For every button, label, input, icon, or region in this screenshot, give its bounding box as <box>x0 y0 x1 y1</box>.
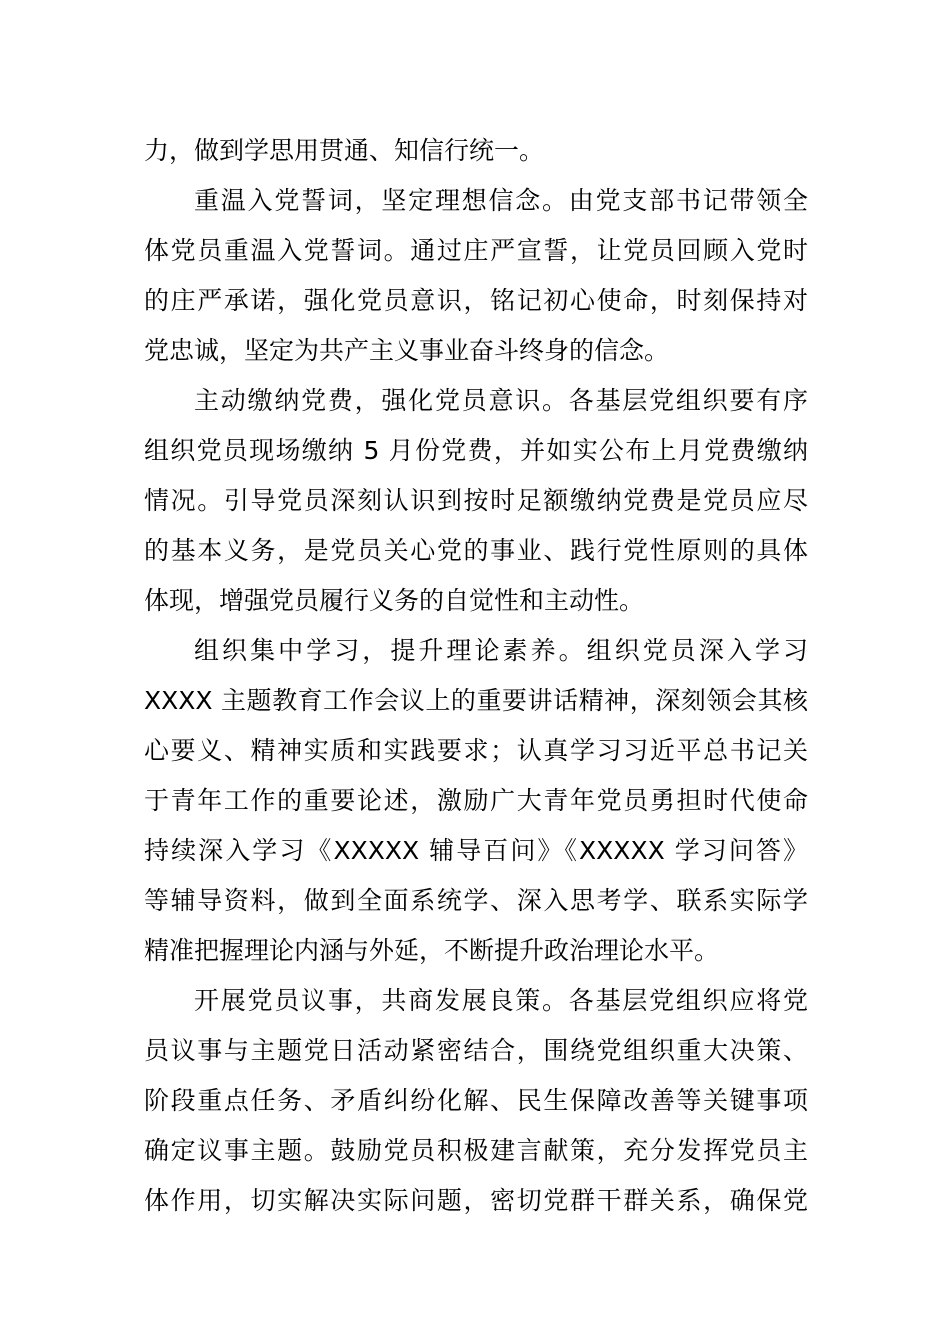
text-line: 重温入党誓词，坚定理想信念。由党支部书记带领全 <box>194 186 808 215</box>
text-line: 员议事与主题党日活动紧密结合，围绕党组织重大决策、 <box>144 1036 808 1065</box>
text-line: 的庄严承诺，强化党员意识，铭记初心使命，时刻保持对 <box>144 286 808 315</box>
body-text <box>144 126 808 1226</box>
text-line: 开展党员议事，共商发展良策。各基层党组织应将党 <box>194 986 808 1015</box>
paragraph <box>144 376 808 626</box>
text-line: 组织集中学习，提升理论素养。组织党员深入学习 <box>194 636 808 665</box>
text-line: 力，做到学思用贯通、知信行统一。 <box>144 136 545 165</box>
text-line: 持续深入学习《XXXXX 辅导百问》《XXXXX 学习问答》 <box>144 836 808 865</box>
text-line: 的基本义务，是党员关心党的事业、践行党性原则的具体 <box>144 536 808 565</box>
text-line: 精准把握理论内涵与外延，不断提升政治理论水平。 <box>144 936 720 965</box>
text-line: XXXX 主题教育工作会议上的重要讲话精神，深刻领会其核 <box>144 686 808 715</box>
text-line: 阶段重点任务、矛盾纠纷化解、民生保障改善等关键事项 <box>144 1086 808 1115</box>
paragraph <box>144 976 808 1226</box>
text-line: 党忠诚，坚定为共产主义事业奋斗终身的信念。 <box>144 336 670 365</box>
text-line: 等辅导资料，做到全面系统学、深入思考学、联系实际学 <box>144 886 808 915</box>
text-line: 主动缴纳党费，强化党员意识。各基层党组织要有序 <box>194 386 808 415</box>
text-line: 体党员重温入党誓词。通过庄严宣誓，让党员回顾入党时 <box>144 236 808 265</box>
paragraph <box>144 126 808 176</box>
text-line: 体现，增强党员履行义务的自觉性和主动性。 <box>144 586 645 615</box>
text-line: 体作用，切实解决实际问题，密切党群干群关系，确保党 <box>144 1186 808 1215</box>
text-line: 情况。引导党员深刻认识到按时足额缴纳党费是党员应尽 <box>144 486 808 515</box>
text-line: 确定议事主题。鼓励党员积极建言献策，充分发挥党员主 <box>144 1136 808 1165</box>
paragraph <box>144 626 808 976</box>
paragraph <box>144 176 808 376</box>
text-line: 于青年工作的重要论述，激励广大青年党员勇担时代使命 <box>144 786 808 815</box>
text-line: 心要义、精神实质和实践要求；认真学习习近平总书记关 <box>144 736 808 765</box>
text-line: 组织党员现场缴纳 5 月份党费，并如实公布上月党费缴纳 <box>144 436 808 465</box>
